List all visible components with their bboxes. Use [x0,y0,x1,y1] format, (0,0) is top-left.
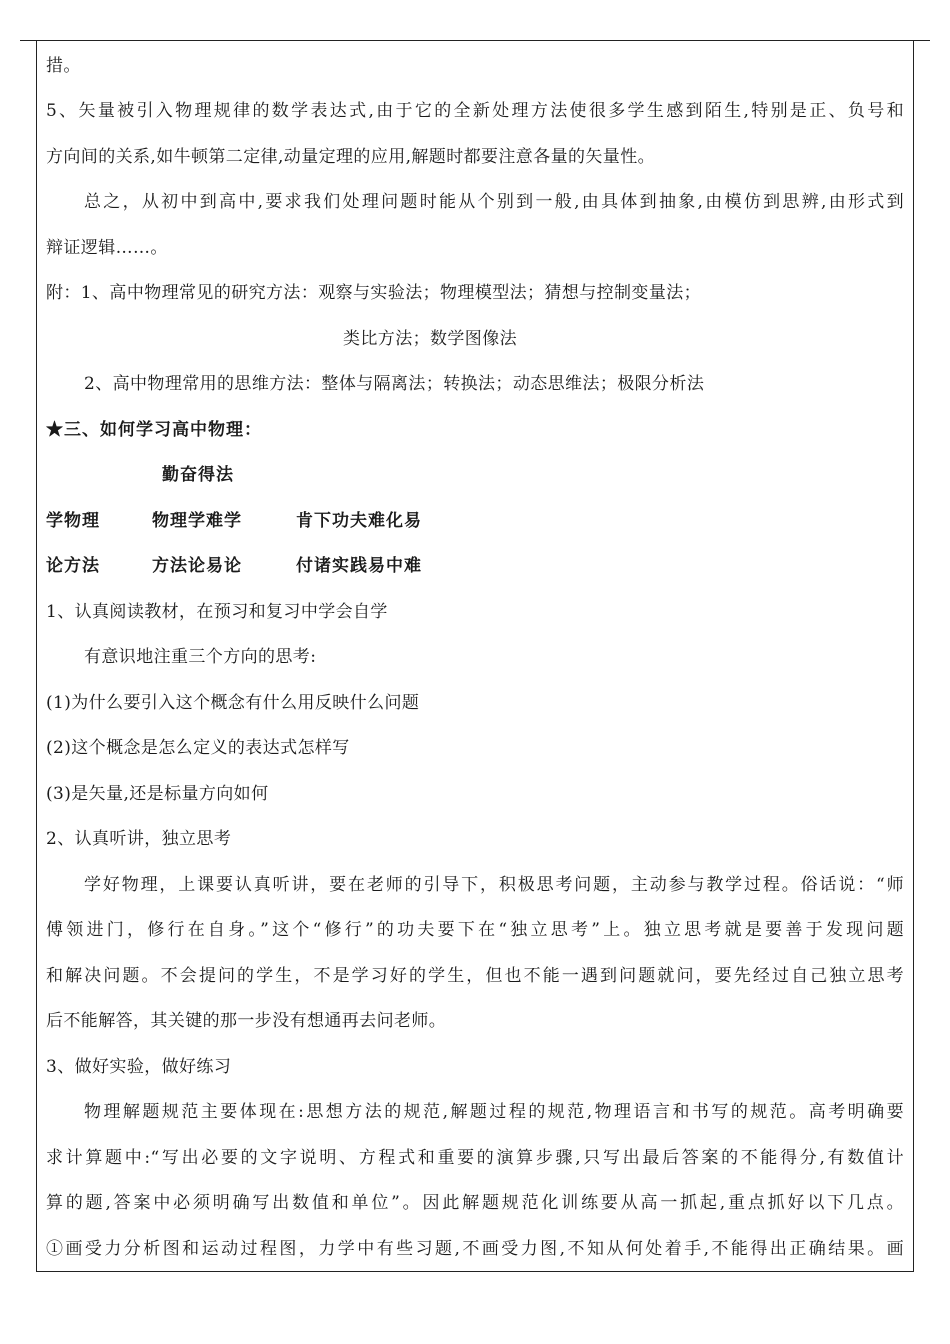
paragraph-standards-2: 求计算题中:“写出必要的文字说明、方程式和重要的演算步骤,只写出最后答案的不能得分,有数值计 [46,1148,904,1168]
question-3: (3)是矢量,还是标量方向如何 [46,784,269,804]
point-3: 3、做好实验，做好练习 [46,1057,232,1077]
paragraph-standards-4: ①画受力分析图和运动过程图，力学中有些习题,不画受力图,不知从何处着手,不能得出正确结果。画 [46,1239,904,1259]
appendix-thinking: 2、高中物理常用的思维方法：整体与隔离法；转换法；动态思维法；极限分析法 [84,374,705,394]
text-line-2: 5、矢量被引入物理规律的数学表达式,由于它的全新处理方法使很多学生感到陌生,特别是正、负号和 [46,101,904,121]
motto-cell: 学物理 [46,511,100,531]
paragraph-standards-3: 算的题,答案中必须明确写出数值和单位”。因此解题规范化训练要从高一抓起,重点抓好以下几点。 [46,1193,904,1213]
motto-cell: 肯下功夫难化易 [296,511,422,531]
paragraph-listening-2: 傅领进门，修行在自身。”这个“修行”的功夫要下在“独立思考”上。独立思考就是要善于发现问题 [46,920,904,940]
point-2: 2、认真听讲，独立思考 [46,829,232,849]
motto-title: 勤奋得法 [162,465,234,485]
motto-cell: 物理学难学 [152,511,242,531]
paragraph-listening-1: 学好物理，上课要认真听讲，要在老师的引导下，积极思考问题，主动参与教学过程。俗话说：“师 [84,875,904,895]
question-2: (2)这个概念是怎么定义的表达式怎样写 [46,738,350,758]
point-1: 1、认真阅读教材，在预习和复习中学会自学 [46,602,388,622]
text-line-1: 措。 [46,56,81,76]
motto-cell: 论方法 [46,556,100,576]
paragraph-listening-4: 后不能解答，其关键的那一步没有想通再去问老师。 [46,1011,447,1031]
paragraph-listening-3: 和解决问题。不会提问的学生，不是学习好的学生，但也不能一遇到问题就问，要先经过自己独立思考 [46,966,904,986]
text-line-5: 辩证逻辑……。 [46,238,168,258]
question-1: (1)为什么要引入这个概念有什么用反映什么问题 [46,693,420,713]
motto-cell: 方法论易论 [152,556,242,576]
appendix-methods-cont: 类比方法；数学图像法 [343,329,517,349]
motto-row-1 [46,509,546,533]
paragraph-summary: 总之，从初中到高中,要求我们处理问题时能从个别到一般,由具体到抽象,由模仿到思辨,由形式到 [84,192,904,212]
point-1-intro: 有意识地注重三个方向的思考: [84,647,317,667]
appendix-methods: 附：1、高中物理常见的研究方法：观察与实验法；物理模型法；猜想与控制变量法； [46,283,702,303]
text-line-3: 方向间的关系,如牛顿第二定律,动量定理的应用,解题时都要注意各量的矢量性。 [46,147,656,167]
section-heading: ★三、如何学习高中物理： [46,420,262,440]
motto-cell: 付诸实践易中难 [296,556,422,576]
paragraph-standards-1: 物理解题规范主要体现在:思想方法的规范,解题过程的规范,物理语言和书写的规范。高考明确要 [84,1102,904,1122]
motto-row-2 [46,554,546,578]
